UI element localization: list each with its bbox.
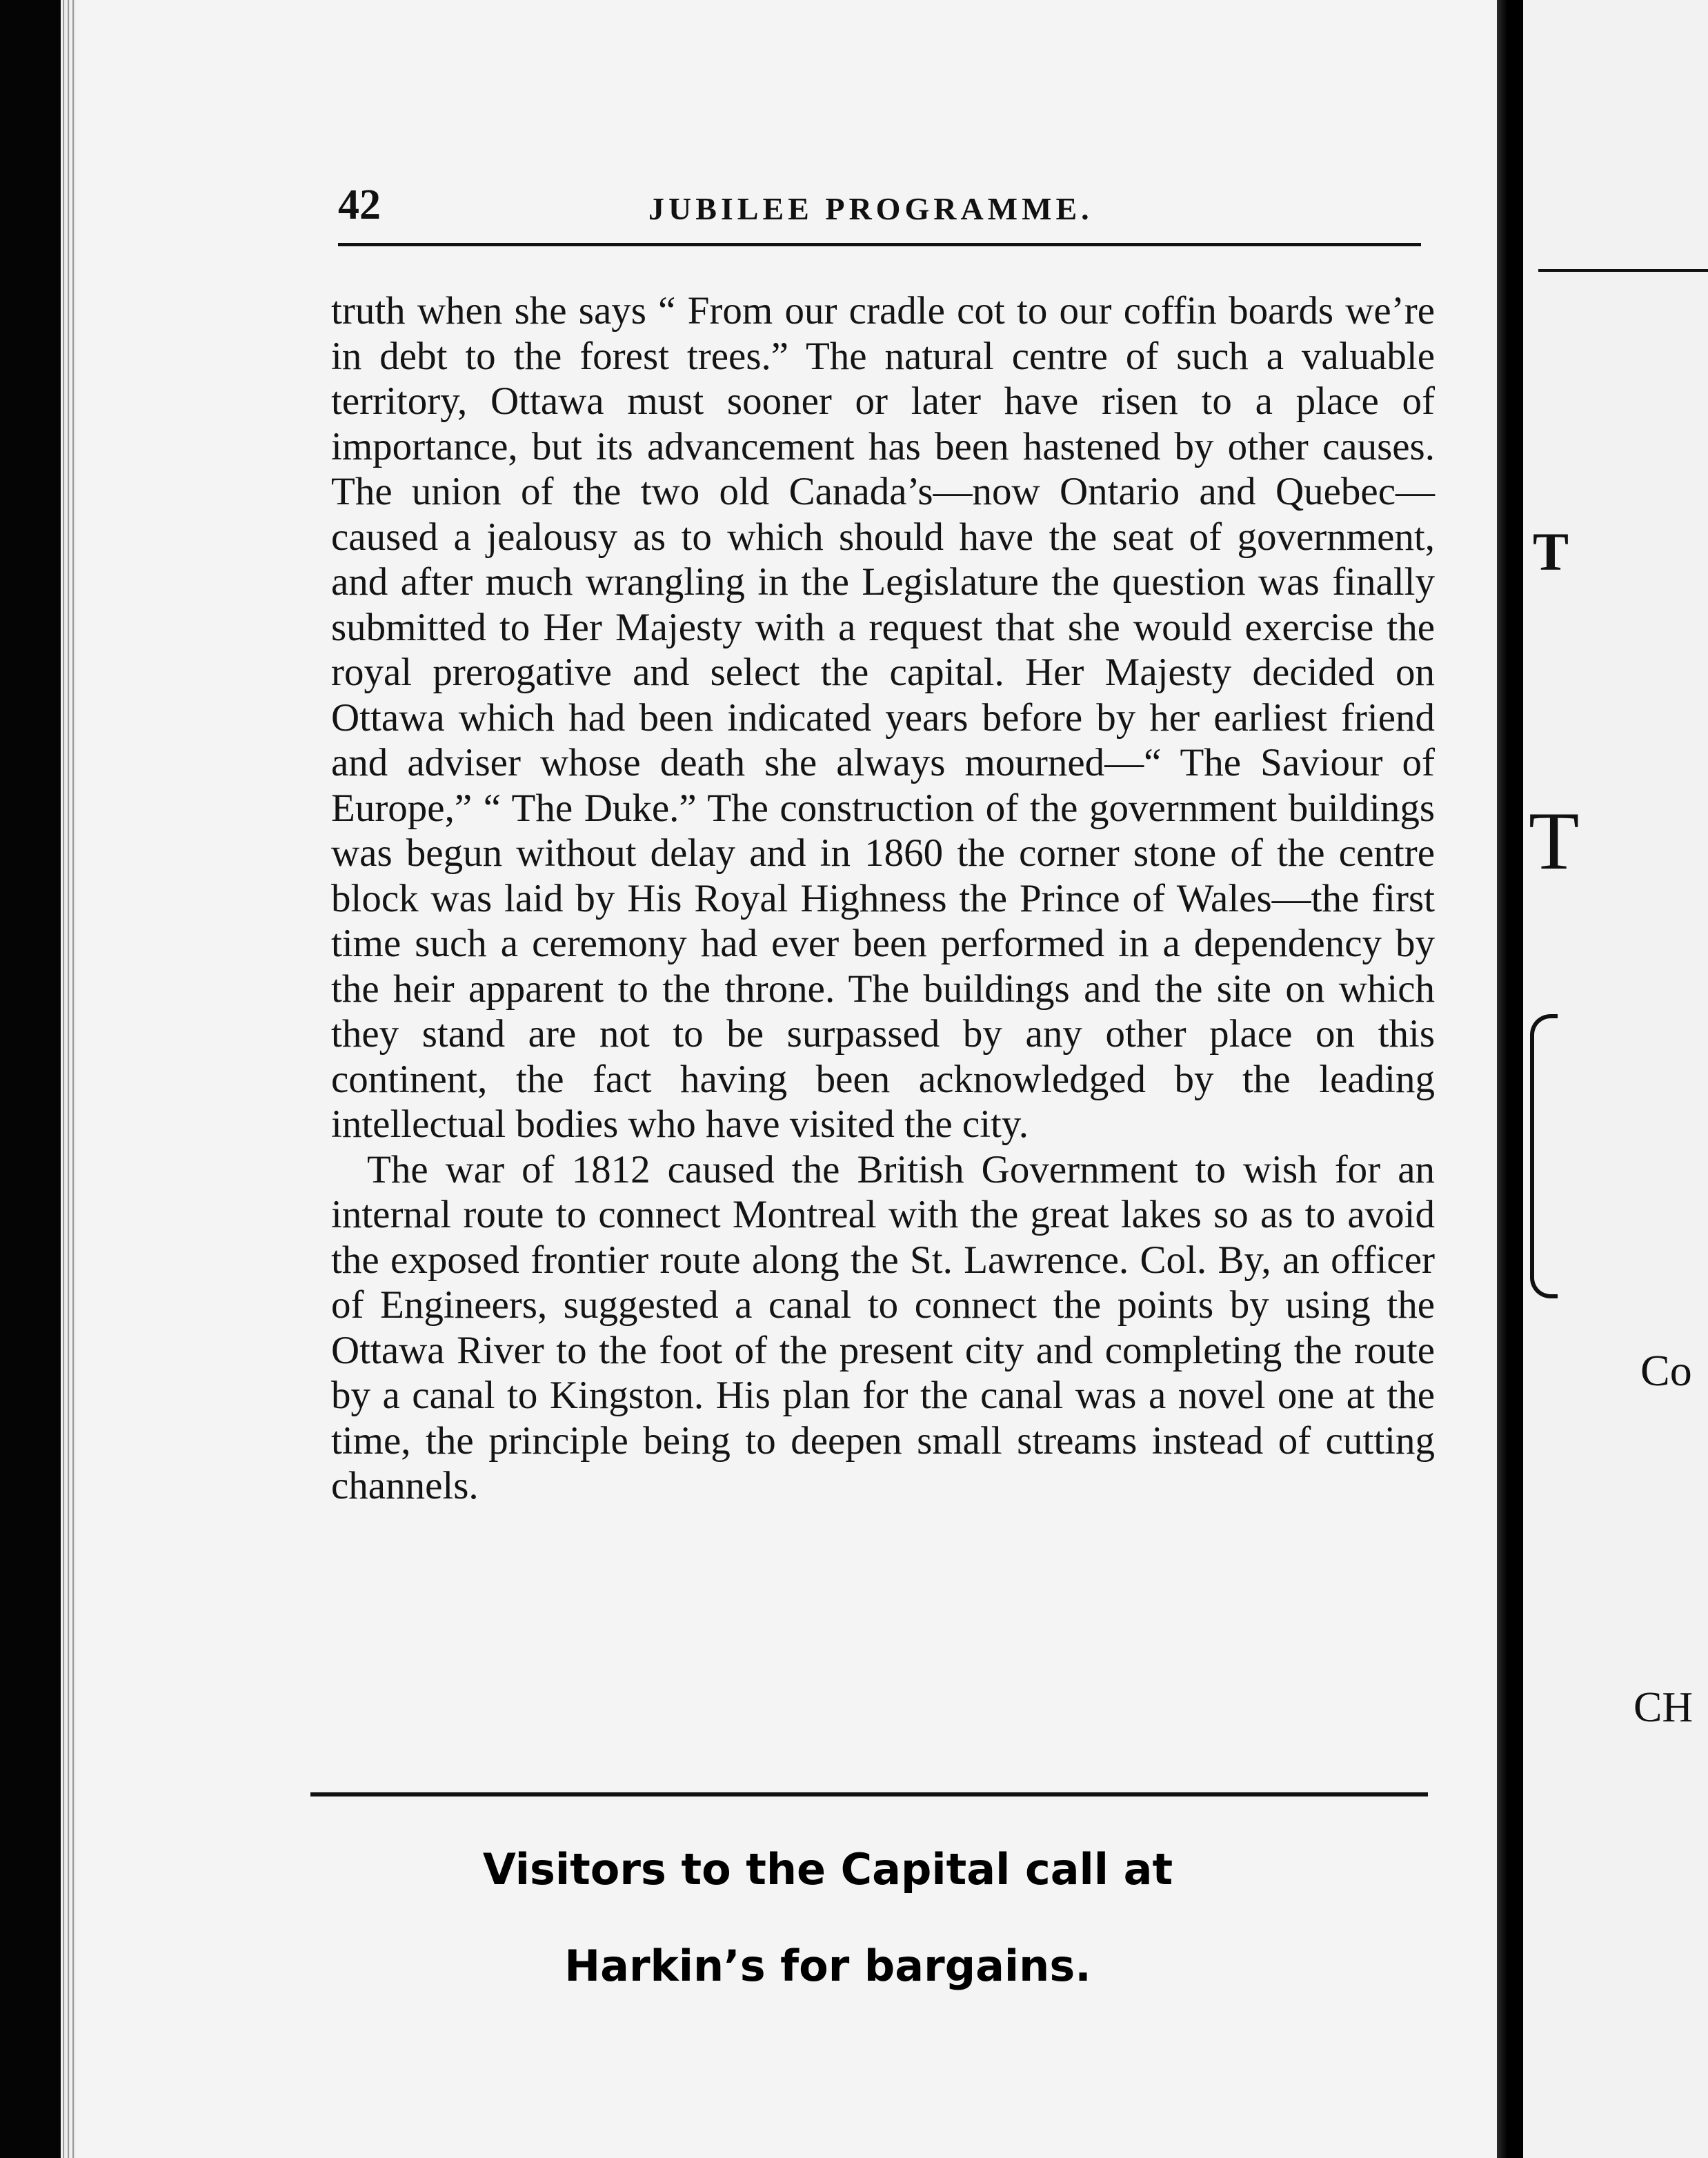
scan-border-left bbox=[0, 0, 61, 2158]
advertisement-line-1: Visitors to the Capital call at bbox=[482, 1844, 1173, 1894]
advertisement bbox=[310, 1821, 1428, 2015]
book-page-edges bbox=[61, 0, 76, 2158]
body-text bbox=[331, 288, 1435, 1509]
facing-page-fragment: CH bbox=[1633, 1684, 1694, 1731]
facing-page-fragment: T bbox=[1533, 522, 1569, 582]
facing-page-brace bbox=[1530, 1014, 1558, 1298]
book-gutter bbox=[1497, 0, 1523, 2158]
page-header bbox=[338, 181, 1442, 236]
page-number: 42 bbox=[338, 181, 381, 228]
facing-page-fragment: Co bbox=[1640, 1346, 1692, 1395]
facing-page-fragment: T bbox=[1529, 795, 1580, 887]
running-title: JUBILEE PROGRAMME. bbox=[648, 191, 1093, 226]
advertisement-line-2: Harkin’s for bargains. bbox=[564, 1941, 1091, 1991]
paragraph-1: truth when she says “ From our cradle cot to our coffin boards we’re in debt to the forest trees.” The natural centre of such a valuable territory, Ottawa must sooner or later have risen to a place of importance, but its advancement has been hastened by other causes. The union of the two old Canada’s—now Ontario and Quebec—caused a jealousy as to which should have the seat of government, and after much wrangling in the Legislature the question was finally submitted to Her Majesty with a request that she would exercise the royal prerogative and select the capital. Her Majesty decided on Ottawa which had been indicated years before by her earliest friend and adviser whose death she always mourned—“ The Saviour of Europe,” “ The Duke.” The construction of the government buildings was begun without delay and in 1860 the corner stone of the centre block was laid by His Royal Highness the Prince of Wales—the first time such a ceremony had ever been performed in a dependency by the heir apparent to the throne. The buildings and the site on which they stand are not to be surpassed by any other place on this continent, the fact having been acknowledged by the leading intellectual bodies who have visited the city. bbox=[331, 289, 1435, 1146]
header-rule bbox=[338, 243, 1421, 246]
footer-rule bbox=[310, 1792, 1428, 1796]
facing-page-rule bbox=[1538, 269, 1708, 272]
facing-page bbox=[1523, 0, 1708, 2158]
paragraph-2: The war of 1812 caused the British Government to wish for an internal route to connect Montreal with the great lakes so as to avoid the exposed frontier route along the St. Lawrence. Col. By, an officer of Engineers, suggested a canal to connect the points by using the Ottawa River to the foot of the present city and completing the route by a canal to Kingston. His plan for the canal was a novel one at the time, the principle being to deepen small streams instead of cutting channels. bbox=[331, 1147, 1435, 1507]
